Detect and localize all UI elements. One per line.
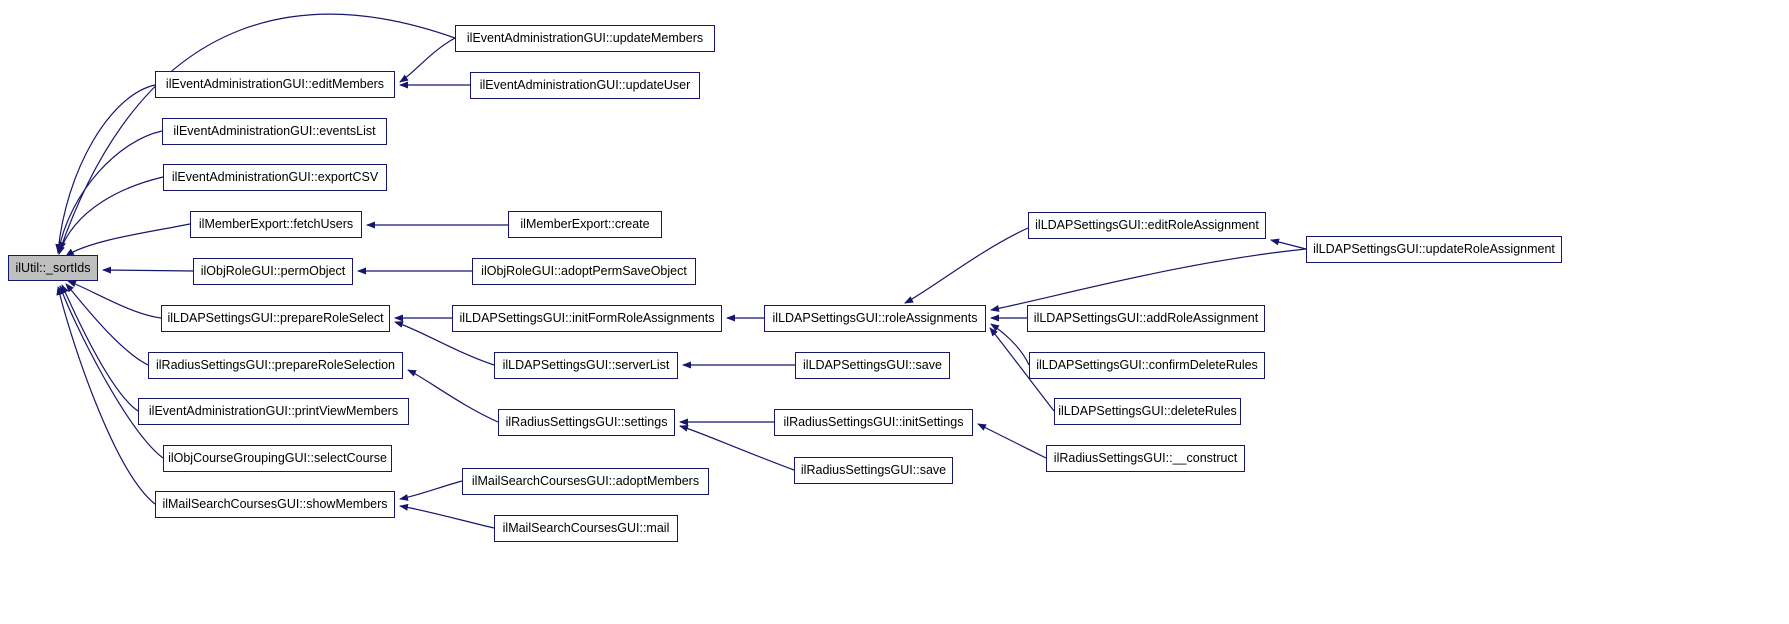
graph-node-label: ilLDAPSettingsGUI::serverList: [502, 358, 670, 373]
graph-node[interactable]: [452, 305, 722, 332]
graph-node[interactable]: [795, 352, 950, 379]
graph-node-label: ilLDAPSettingsGUI::roleAssignments: [772, 311, 978, 326]
graph-node[interactable]: [794, 457, 953, 484]
graph-node-label: ilObjRoleGUI::adoptPermSaveObject: [481, 264, 687, 279]
graph-node[interactable]: [498, 409, 675, 436]
graph-edge: [68, 281, 161, 318]
graph-node-label: ilMailSearchCoursesGUI::showMembers: [162, 497, 388, 512]
graph-node[interactable]: [155, 71, 395, 98]
graph-node[interactable]: [1046, 445, 1245, 472]
graph-node[interactable]: [1028, 212, 1266, 239]
graph-node-label: ilEventAdministrationGUI::updateMembers: [466, 31, 704, 46]
graph-edge: [58, 85, 155, 252]
graph-node-label: ilEventAdministrationGUI::eventsList: [173, 124, 376, 139]
graph-node-label: ilRadiusSettingsGUI::settings: [505, 415, 668, 430]
graph-node[interactable]: [148, 352, 403, 379]
graph-node-label: ilLDAPSettingsGUI::confirmDeleteRules: [1036, 358, 1258, 373]
graph-edge: [991, 249, 1306, 310]
graph-node-label: ilObjRoleGUI::permObject: [200, 264, 346, 279]
graph-node-label: ilLDAPSettingsGUI::editRoleAssignment: [1035, 218, 1259, 233]
graph-node-label: ilEventAdministrationGUI::printViewMembers: [148, 404, 399, 419]
graph-node-label: ilLDAPSettingsGUI::save: [803, 358, 942, 373]
graph-node-label: ilObjCourseGroupingGUI::selectCourse: [168, 451, 387, 466]
graph-node-label: ilEventAdministrationGUI::updateUser: [479, 78, 691, 93]
graph-node-label: ilUtil::_sortIds: [15, 260, 91, 275]
graph-node[interactable]: [162, 118, 387, 145]
graph-edge: [66, 284, 148, 365]
graph-edge: [103, 270, 193, 271]
graph-node[interactable]: [163, 445, 392, 472]
graph-edge: [58, 287, 155, 504]
graph-node[interactable]: [193, 258, 353, 285]
graph-node[interactable]: [1306, 236, 1562, 263]
graph-node[interactable]: [508, 211, 662, 238]
graph-node[interactable]: [764, 305, 986, 332]
graph-node-label: ilRadiusSettingsGUI::save: [800, 463, 947, 478]
graph-node-label: ilRadiusSettingsGUI::initSettings: [783, 415, 964, 430]
graph-node-label: ilLDAPSettingsGUI::addRoleAssignment: [1033, 311, 1259, 326]
graph-edge: [400, 38, 455, 82]
graph-node-label: ilMailSearchCoursesGUI::adoptMembers: [471, 474, 700, 489]
graph-node-label: ilRadiusSettingsGUI::prepareRoleSelection: [156, 358, 396, 373]
graph-edge: [400, 506, 494, 528]
graph-node-label: ilEventAdministrationGUI::editMembers: [165, 77, 385, 92]
graph-node[interactable]: [163, 164, 387, 191]
graph-node[interactable]: [472, 258, 696, 285]
graph-node-label: ilEventAdministrationGUI::exportCSV: [171, 170, 379, 185]
graph-node[interactable]: [774, 409, 973, 436]
graph-node-label: ilLDAPSettingsGUI::initFormRoleAssignments: [459, 311, 715, 326]
graph-node-root[interactable]: [8, 255, 98, 281]
graph-edge: [991, 324, 1029, 365]
graph-node[interactable]: [190, 211, 362, 238]
graph-node-label: ilRadiusSettingsGUI::__construct: [1053, 451, 1238, 466]
graph-node[interactable]: [494, 515, 678, 542]
graph-node-label: ilMailSearchCoursesGUI::mail: [502, 521, 670, 536]
graph-edge: [978, 424, 1046, 458]
graph-node-label: ilLDAPSettingsGUI::prepareRoleSelect: [167, 311, 384, 326]
graph-edge: [62, 285, 138, 411]
graph-node[interactable]: [1054, 398, 1241, 425]
graph-edge: [58, 131, 162, 253]
graph-node[interactable]: [455, 25, 715, 52]
graph-node[interactable]: [470, 72, 700, 99]
graph-edge: [905, 228, 1028, 303]
graph-node[interactable]: [161, 305, 390, 332]
graph-node[interactable]: [1029, 352, 1265, 379]
graph-edge: [66, 224, 190, 256]
graph-node-label: ilLDAPSettingsGUI::deleteRules: [1058, 404, 1237, 419]
graph-edge: [59, 177, 163, 254]
graph-node-label: ilMemberExport::fetchUsers: [198, 217, 354, 232]
graph-edge: [408, 370, 498, 422]
graph-node[interactable]: [494, 352, 678, 379]
graph-edge: [1271, 240, 1306, 249]
graph-node-label: ilMemberExport::create: [520, 217, 650, 232]
graph-node[interactable]: [155, 491, 395, 518]
graph-node[interactable]: [462, 468, 709, 495]
graph-node-label: ilLDAPSettingsGUI::updateRoleAssignment: [1313, 242, 1555, 257]
graph-edge: [400, 481, 462, 499]
graph-node[interactable]: [138, 398, 409, 425]
graph-node[interactable]: [1027, 305, 1265, 332]
